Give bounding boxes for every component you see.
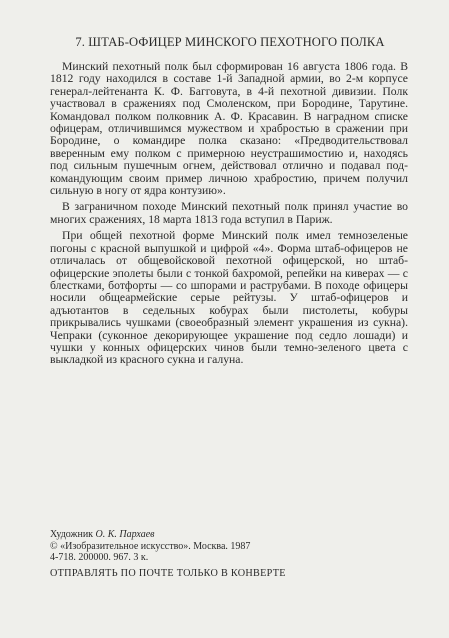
artist-name: О. К. Пархаев [95,529,155,540]
artist-credit [50,530,390,540]
copyright-line: © «Изобразительное искусство». Москва. 1987 [50,541,251,553]
article-body [50,61,408,371]
publication-info [50,530,390,563]
artist-label: Художник [50,529,94,540]
paragraph-campaign: В заграничном походе Минский пехотный полк принял участие во многих сражениях, 18 марта 1813 года вступил в Париж. [50,200,408,226]
paragraph-history: Минский пехотный полк был сформирован 16 августа 1806 года. В 1812 году находился в составе 1-й Западной армии, во 2-м корпусе генерал-лейтенанта К. Ф. Багговута, в 4-й пехотной дивизии. Полк участвовал в сражениях под Смоленском, при Бородине, Тарутине. Командовал полком полковник А. Ф. Красавин. В наградном списке офицерам, отличившимся мужеством и храбростью в сражении при Бородине, о командире полка сказано: «Предводительствовал вверенным ему полком с примерною неустрашимостию и, находясь под сильным пушечным огнем, действовал отлично и подавал подкомандующим своим пример личною храбростию, причем получил сильную в ногу от ядра контузию». [50,60,408,198]
print-code: 4-718. 200000. 967. 3 к. [50,551,149,563]
mail-instruction: ОТПРАВЛЯТЬ ПО ПОЧТЕ ТОЛЬКО В КОНВЕРТЕ [50,568,286,579]
paragraph-uniform: При общей пехотной форме Минский полк имел темнозеленые погоны с красной выпушкой и цифрой «4». Форма штаб-офицеров не отличалась от общевойсковой пехотной офицерской, но штаб-офицерские эполеты были с тонкой бахромой, репейки на киверах — с блестками, ботфорты — со шпорами и раструбами. В походе офицеры носили общеармейские серые рейтузы. У штаб-офицеров и адъютантов в седельных кобурах были пистолеты, кобуры прикрывались чушками (своеобразный элемент украшения из сукна). Чепраки (суконное декорирующее украшение под седло лошади) и чушки у конных офицерских чинов были темно-зеленого цвета с выкладкой из красного сукна и галуна. [50,229,408,367]
page-title: 7. ШТАБ-ОФИЦЕР МИНСКОГО ПЕХОТНОГО ПОЛКА [75,35,385,49]
